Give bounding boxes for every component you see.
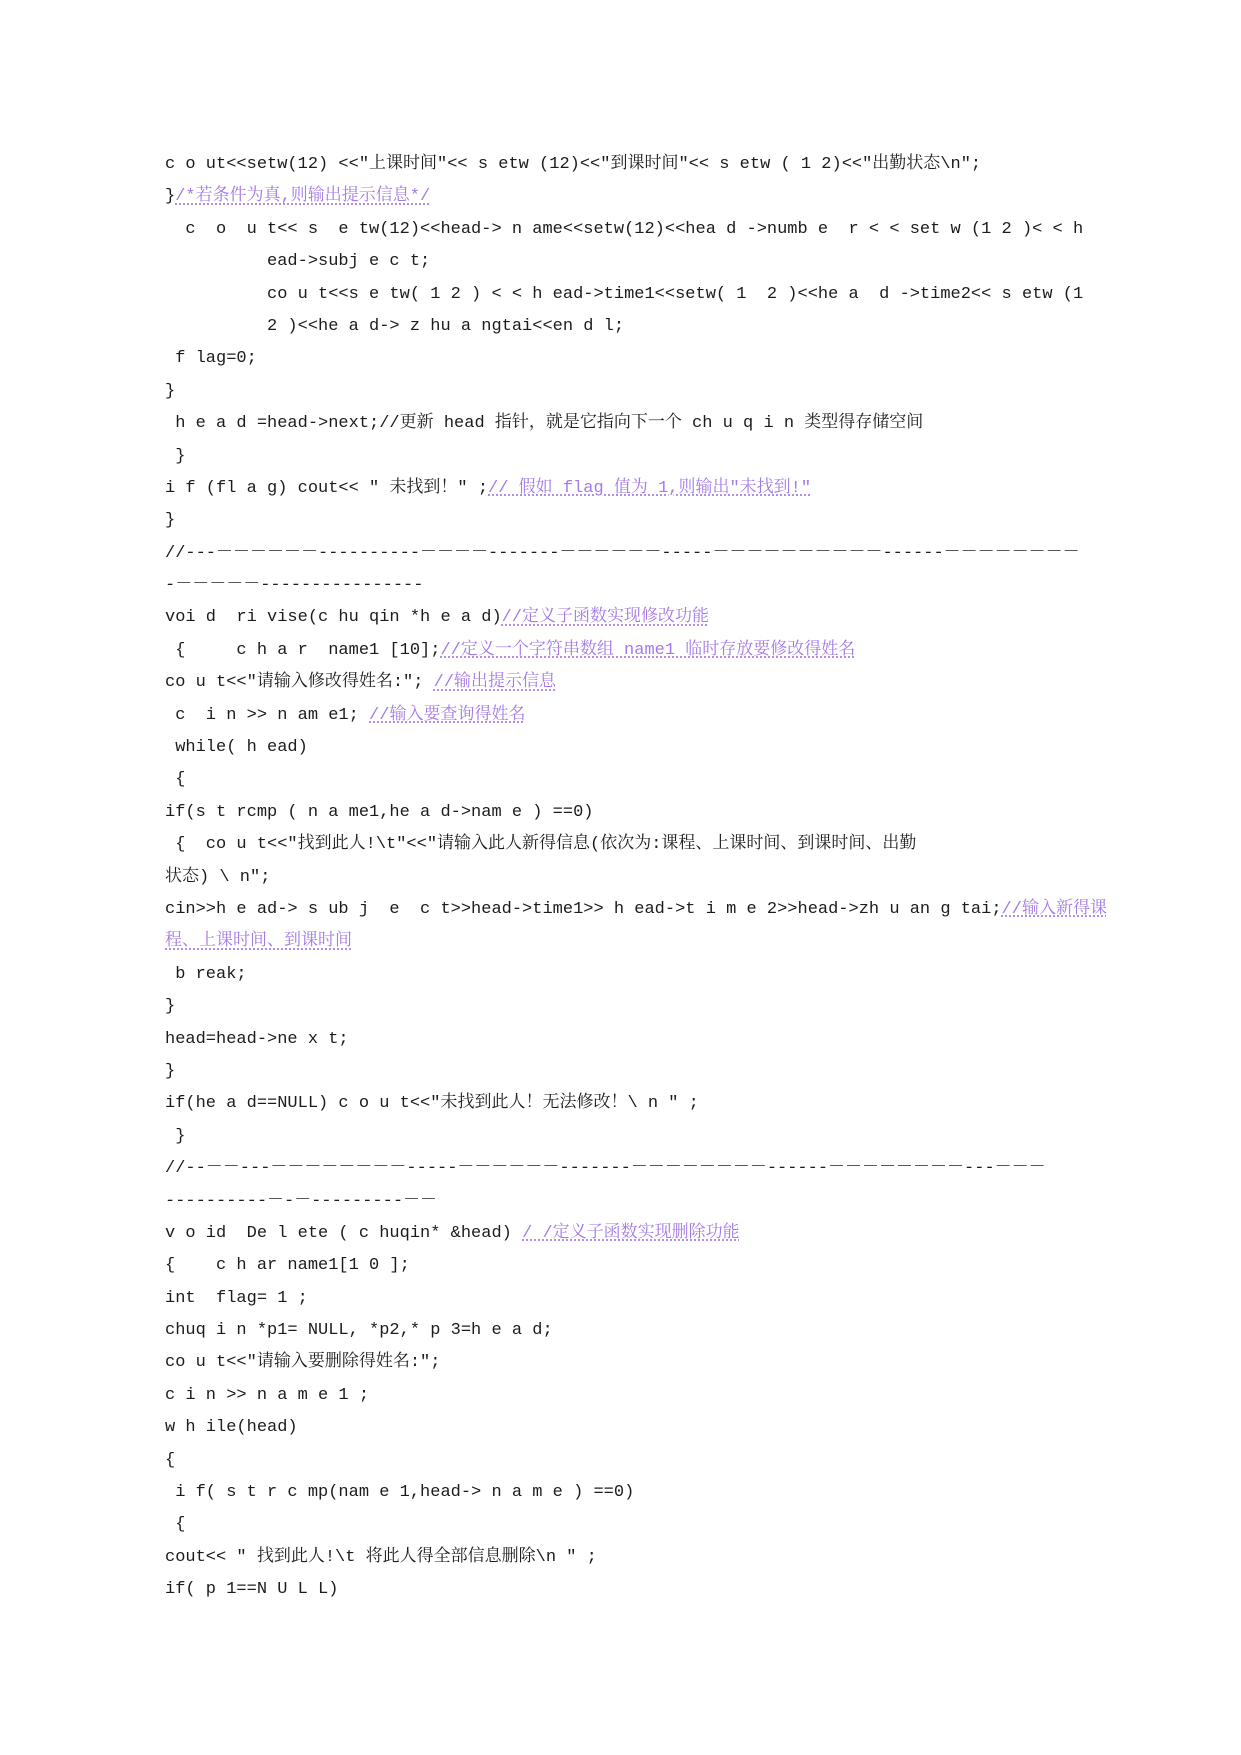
code-line — [165, 991, 1110, 1023]
code-text: { — [165, 770, 186, 790]
code-text: } — [165, 511, 176, 531]
code-comment: //输入要查询得姓名 — [369, 705, 526, 725]
code-text: c o u t<< s e tw(12)<<head-> n ame<<setw(12)<<hea d ->numb e r < < set w (1 2 )< < h — [165, 219, 1084, 239]
code-line — [165, 1542, 1110, 1574]
code-line — [165, 505, 1110, 537]
code-line — [165, 538, 1110, 570]
code-text: -－－－－－---------------- — [165, 576, 424, 596]
code-text: } — [165, 187, 176, 207]
code-text: 2 )<<he a d-> z hu a ngtai<<en d l; — [165, 316, 625, 336]
code-text: //---－－－－－－----------－－－－-------－－－－－－-----－－－－－－－－－－------－－－－－－－－ — [165, 543, 1080, 563]
code-text: ----------－-－---------－－ — [165, 1191, 438, 1211]
code-text: { — [165, 1450, 176, 1470]
code-line — [165, 1347, 1110, 1379]
code-line — [165, 570, 1110, 602]
code-line — [165, 635, 1110, 667]
code-text: i f (fl a g) cout<< " 未找到！" ; — [165, 478, 489, 498]
code-line — [165, 862, 1110, 894]
code-comment: //输出提示信息 — [433, 673, 557, 693]
code-line — [165, 246, 1110, 278]
code-text: } — [165, 446, 186, 466]
code-text: } — [165, 1061, 176, 1081]
code-text: c i n >> n a m e 1 ; — [165, 1385, 370, 1405]
code-line — [165, 181, 1110, 213]
code-line — [165, 1218, 1110, 1250]
code-line — [165, 1056, 1110, 1088]
code-text: while( h ead) — [165, 738, 308, 758]
code-line — [165, 1445, 1110, 1477]
code-line — [165, 797, 1110, 829]
code-text: } — [165, 381, 176, 401]
code-text: if(s t rcmp ( n a me1,he a d->nam e ) ==0) — [165, 802, 594, 822]
code-text: 状态) \ n"; — [165, 867, 271, 887]
code-line — [165, 149, 1110, 181]
code-text: co u t<<s e tw( 1 2 ) < < h ead->time1<<setw( 1 2 )<<he a d ->time2<< s etw (1 — [165, 284, 1084, 304]
code-text: { — [165, 1515, 186, 1535]
code-text: f lag=0; — [165, 349, 257, 369]
code-text: c o ut<<setw(12) <<"上课时间"<< s etw (12)<<"到课时间"<< s etw ( 1 2)<<"出勤状态\n"; — [165, 155, 982, 174]
code-text: { c h ar name1[1 0 ]; — [165, 1256, 410, 1276]
code-line — [165, 1412, 1110, 1444]
code-text: } — [165, 1126, 186, 1146]
code-text: chuq i n *p1= NULL, *p2,* p 3=h e a d; — [165, 1321, 553, 1341]
code-line — [165, 602, 1110, 634]
code-text: co u t<<"请输入要删除得姓名:"; — [165, 1353, 441, 1373]
code-text: } — [165, 997, 176, 1017]
code-text: if( p 1==N U L L) — [165, 1580, 339, 1600]
code-line — [165, 829, 1110, 861]
code-line — [165, 343, 1110, 375]
code-line — [165, 408, 1110, 440]
code-line — [165, 1574, 1110, 1606]
code-line — [165, 700, 1110, 732]
code-line — [165, 667, 1110, 699]
code-text: c i n >> n am e1; — [165, 705, 370, 725]
code-line — [165, 959, 1110, 991]
code-text: h e a d =head->next;//更新 head 指针，就是它指向下一个 ch u q i n 类型得存储空间 — [165, 414, 924, 434]
code-line — [165, 894, 1110, 926]
code-line — [165, 764, 1110, 796]
code-text: head=head->ne x t; — [165, 1029, 349, 1049]
code-line — [165, 1315, 1110, 1347]
code-comment: 程、上课时间、到课时间 — [165, 932, 352, 952]
code-text: b reak; — [165, 964, 247, 984]
code-line — [165, 1477, 1110, 1509]
code-line — [165, 376, 1110, 408]
code-line — [165, 1186, 1110, 1218]
code-line — [165, 473, 1110, 505]
code-comment: /*若条件为真,则输出提示信息*/ — [175, 187, 431, 207]
code-text: ead->subj e c t; — [165, 252, 431, 272]
code-text: w h ile(head) — [165, 1418, 298, 1438]
code-text: voi d ri vise(c hu qin *h e a d) — [165, 608, 502, 628]
code-text: //--－－---－－－－－－－－-----－－－－－－-------－－－－－－－－------－－－－－－－－---－－－ — [165, 1159, 1046, 1179]
code-line — [165, 279, 1110, 311]
code-listing — [165, 149, 1110, 1607]
code-comment: / /定义子函数实现删除功能 — [522, 1223, 740, 1243]
code-line — [165, 1380, 1110, 1412]
code-line — [165, 1250, 1110, 1282]
code-line — [165, 926, 1110, 958]
code-text: v o id De l ete ( c huqin* &head) — [165, 1223, 523, 1243]
code-text: int flag= 1 ; — [165, 1288, 308, 1308]
code-line — [165, 1088, 1110, 1120]
code-comment: //输入新得课 — [1001, 899, 1107, 919]
code-text: { co u t<<"找到此人!\t"<<"请输入此人新得信息(依次为:课程、上课时间、到课时间、出勤 — [165, 835, 917, 855]
code-line — [165, 311, 1110, 343]
code-text: i f( s t r c mp(nam e 1,head-> n a m e ) ==0) — [165, 1483, 635, 1503]
code-text: cin>>h e ad-> s ub j e c t>>head->time1>> h ead->t i m e 2>>head->zh u an g tai; — [165, 899, 1002, 919]
code-comment: //定义一个字符串数组 name1 临时存放要修改得姓名 — [440, 640, 856, 660]
code-line — [165, 1283, 1110, 1315]
code-text: if(he a d==NULL) c o u t<<"未找到此人！无法修改！\ n " ; — [165, 1094, 699, 1114]
code-text: cout<< " 找到此人!\t 将此人得全部信息删除\n " ; — [165, 1547, 597, 1567]
code-line — [165, 1121, 1110, 1153]
code-line — [165, 441, 1110, 473]
code-line — [165, 214, 1110, 246]
code-text: co u t<<"请输入修改得姓名:"; — [165, 673, 434, 693]
code-line — [165, 732, 1110, 764]
code-comment: //定义子函数实现修改功能 — [501, 608, 710, 628]
code-line — [165, 1509, 1110, 1541]
code-comment: // 假如 flag 值为 1,则输出"未找到!" — [488, 478, 812, 498]
code-line — [165, 1153, 1110, 1185]
code-text: { c h a r name1 [10]; — [165, 640, 441, 660]
code-line — [165, 1024, 1110, 1056]
